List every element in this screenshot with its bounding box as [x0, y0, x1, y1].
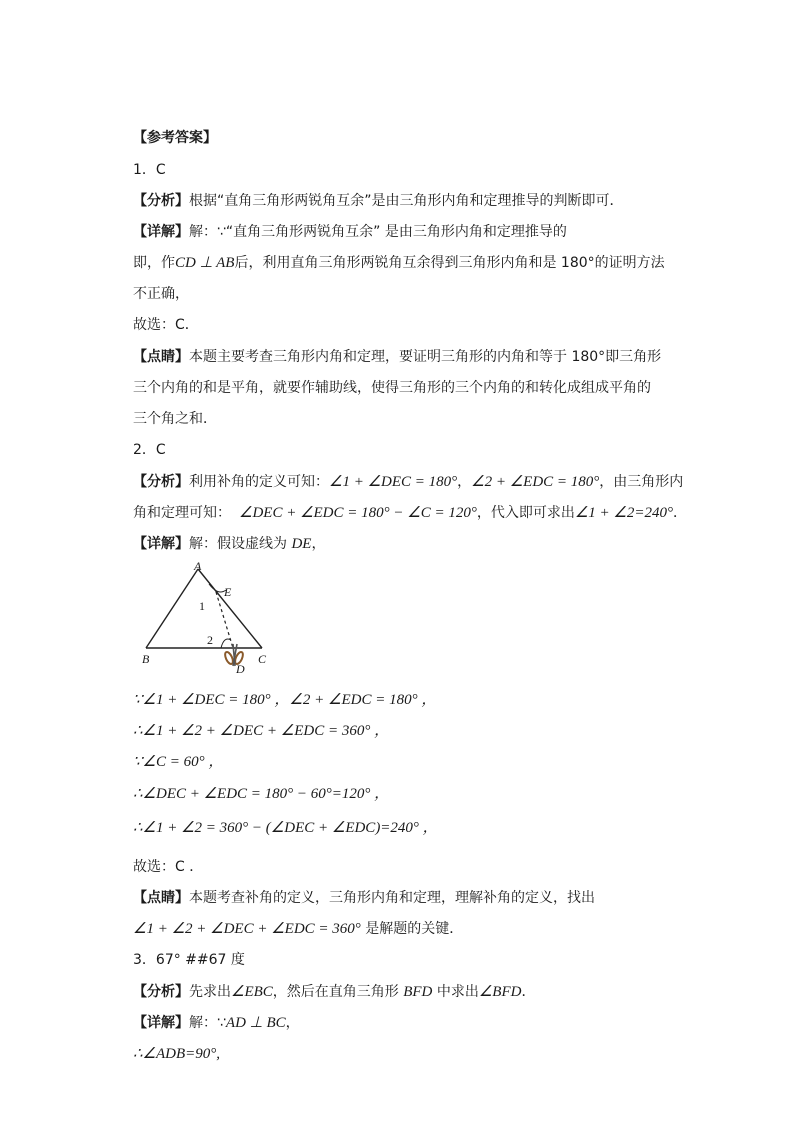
text: 角和定理可知： [133, 505, 231, 521]
text: 先求出 [189, 984, 231, 1000]
q2-step2: ∴∠1 + ∠2 + ∠DEC + ∠EDC = 360° ， [133, 723, 390, 739]
label-d: D [236, 662, 245, 676]
text: 解：∵ [189, 1015, 226, 1031]
comment-tag: 【点睛】 [133, 890, 189, 906]
math: DE [291, 536, 312, 552]
math: BFD [403, 984, 433, 1000]
q2-analysis-line1 [133, 472, 683, 492]
text: ，由三角形内 [599, 474, 684, 490]
label-c: C [258, 652, 267, 666]
q1-detail-line3: 不正确， [133, 286, 189, 302]
text: ， [285, 1015, 300, 1031]
detail-tag: 【详解】 [133, 1015, 189, 1031]
q2-step3: ∵∠C = 60° ， [133, 754, 224, 770]
q2-choice: 故选：C ． [133, 859, 204, 875]
label-b: B [142, 652, 150, 666]
text: ，代入即可求出 [476, 505, 575, 521]
q1-choice: 故选：C． [133, 317, 199, 333]
math: ∠1 + ∠DEC = 180° [329, 474, 458, 490]
q1-comment-line2: 三个内角的和是平角，就要作辅助线，使得三角形的三个内角的和转化成组成平角的 [133, 380, 651, 396]
math: ∠1 + ∠2 + ∠DEC + ∠EDC = 360° [133, 921, 361, 937]
q2-detail-line1 [133, 534, 325, 554]
q3-analysis [133, 982, 535, 1002]
detail-tag: 【详解】 [133, 224, 189, 240]
q1-detail-line2 [133, 253, 665, 273]
q2-step4: ∴∠DEC + ∠EDC = 180° − 60°=120° ， [133, 786, 390, 802]
q2-step5: ∴∠1 + ∠2 = 360° − (∠DEC + ∠EDC)=240° ， [133, 820, 438, 836]
triangle-figure [138, 560, 278, 680]
text: ，然后在直角三角形 [272, 984, 404, 1000]
text: 即，作 [133, 255, 175, 271]
analysis-tag: 【分析】 [133, 193, 189, 209]
math: ∠2 + ∠EDC = 180° [471, 474, 600, 490]
q1-comment-line1 [133, 347, 661, 367]
text: ． [521, 984, 536, 1000]
text: 解：假设虚线为 [189, 536, 292, 552]
math: ∠EBC [231, 984, 273, 1000]
text: ， [457, 474, 472, 490]
answer-heading: 【参考答案】 [133, 130, 217, 146]
text: 利用补角的定义可知： [189, 474, 329, 490]
math: ∠BFD [478, 984, 522, 1000]
side-ab [146, 569, 198, 648]
comment-tag: 【点睛】 [133, 349, 189, 365]
label-a: A [194, 560, 202, 573]
angle2-arc [221, 639, 231, 648]
text: 是解题的关键． [360, 921, 464, 937]
q2-analysis-line2 [133, 503, 687, 523]
q2-comment-line2 [133, 919, 463, 939]
q1-number: 1．C [133, 162, 166, 178]
math: ∠DEC + ∠EDC = 180° − ∠C = 120° [239, 505, 477, 521]
detail-tag: 【详解】 [133, 536, 189, 552]
analysis-tag: 【分析】 [133, 984, 189, 1000]
analysis-text: 根据“直角三角形两锐角互余”是由三角形内角和定理推导的判断即可． [189, 193, 624, 209]
detail-text: 解：∵“直角三角形两锐角互余” 是由三角形内角和定理推导的 [189, 224, 567, 240]
q2-comment-line1 [133, 888, 595, 908]
math-perpendicular: CD ⊥ AB [175, 255, 235, 271]
q2-number: 2．C [133, 442, 166, 458]
label-2: 2 [207, 633, 213, 647]
comment-text: 本题主要考查三角形内角和定理，要证明三角形的内角和等于 180°即三角形 [189, 349, 662, 365]
math: ∠1 + ∠2=240° [574, 505, 673, 521]
text: 中求出 [432, 984, 479, 1000]
q3-detail-line2: ∴∠ADB=90°, [133, 1046, 221, 1062]
q3-number: 3．67° ##67 度 [133, 952, 245, 968]
q3-detail-line1 [133, 1013, 300, 1033]
label-e: E [224, 585, 232, 599]
analysis-tag: 【分析】 [133, 474, 189, 490]
math: AD ⊥ BC [225, 1015, 286, 1031]
text: ． [672, 505, 687, 521]
q2-step1: ∵∠1 + ∠DEC = 180° ，∠2 + ∠EDC = 180° ， [133, 692, 437, 708]
text: ， [311, 536, 326, 552]
text: 后，利用直角三角形两锐角互余得到三角形内角和是 180°的证明方法 [234, 255, 665, 271]
q1-analysis [133, 191, 624, 211]
q1-comment-line3: 三个角之和． [133, 411, 217, 427]
comment-text: 本题考查补角的定义，三角形内角和定理，理解补角的定义，找出 [189, 890, 595, 906]
q1-detail-line1 [133, 222, 567, 242]
label-1: 1 [199, 599, 205, 613]
